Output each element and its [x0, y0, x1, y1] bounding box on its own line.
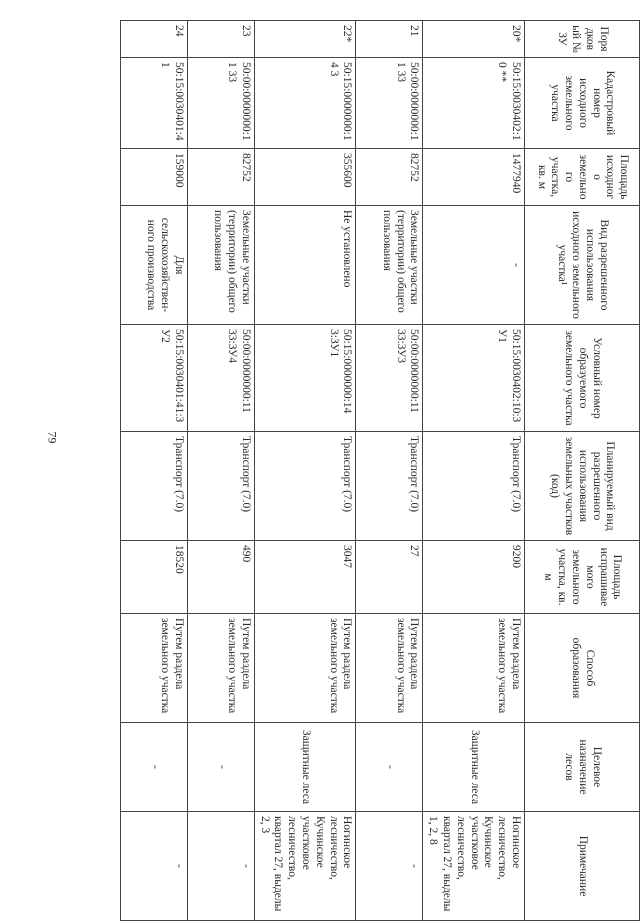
cell-conditional: 50:00:0000000:11 33:ЗУ4 [187, 325, 254, 432]
header-method: Способ образования [525, 614, 640, 723]
cell-planned-use: Транспорт (7.0) [423, 432, 525, 541]
cell-planned-use: Транспорт (7.0) [254, 432, 356, 541]
cell-area-source: 82752 [356, 149, 423, 206]
cell-num: 22* [254, 21, 356, 58]
table-header-row [525, 21, 640, 921]
header-conditional: Условный номер образуемого земельного участка [525, 325, 640, 432]
cell-note: - [187, 812, 254, 921]
cell-purpose: Защитные леса [254, 723, 356, 812]
cell-purpose: - [120, 723, 187, 812]
cell-method: Путем раздела земельного участка [423, 614, 525, 723]
table-row [356, 21, 423, 921]
header-area-fixed: Площадь испрашиваемого земельного участка, кв. м [525, 541, 640, 614]
land-plots-table [120, 20, 640, 921]
cell-num: 21 [356, 21, 423, 58]
cell-area-source: 159000 [120, 149, 187, 206]
cell-use-source: Для сельскохозяйствен-ного производства [120, 206, 187, 325]
header-note: Примечание [525, 812, 640, 921]
cell-method: Путем раздела земельного участка [120, 614, 187, 723]
cell-method: Путем раздела земельного участка [254, 614, 356, 723]
cell-cadastral: 50:15:0030401:41 [120, 58, 187, 149]
cell-conditional: 50:15:0030402:10:ЗУ1 [423, 325, 525, 432]
cell-area-fixed: 9200 [423, 541, 525, 614]
header-num: Порядковый № ЗУ [525, 21, 640, 58]
cell-area-source: 82752 [187, 149, 254, 206]
cell-purpose: Защитные леса [423, 723, 525, 812]
cell-area-fixed: 18520 [120, 541, 187, 614]
cell-method: Путем раздела земельного участка [356, 614, 423, 723]
cell-conditional: 50:15:0000000:14 3:ЗУ1 [254, 325, 356, 432]
cell-use-source: - [423, 206, 525, 325]
header-use-source: Вид разрешенного использования исходного земельного участка¹ [525, 206, 640, 325]
cell-area-fixed: 27 [356, 541, 423, 614]
cell-note: Ногинское лесничество, Кучинское участковое лесничество, квартал 27, выделы 2, 3 [254, 812, 356, 921]
cell-cadastral: 50:15:0000000:14 3 [254, 58, 356, 149]
table-row [187, 21, 254, 921]
header-purpose: Целевое назначение лесов [525, 723, 640, 812]
cell-conditional: 50:00:0000000:11 33:ЗУ3 [356, 325, 423, 432]
cell-note: - [120, 812, 187, 921]
cell-cadastral: 50:15:0030402:10 ** [423, 58, 525, 149]
cell-area-fixed: 3047 [254, 541, 356, 614]
header-cadastral: Кадастровый номер исходного земельного участка [525, 58, 640, 149]
cell-method: Путем раздела земельного участка [187, 614, 254, 723]
cell-conditional: 50:15:0030401:41:ЗУ2 [120, 325, 187, 432]
cell-planned-use: Транспорт (7.0) [356, 432, 423, 541]
page-number: 79 [45, 431, 60, 444]
cell-num: 20* [423, 21, 525, 58]
cell-area-fixed: 490 [187, 541, 254, 614]
table-row [254, 21, 356, 921]
cell-use-source: Не установлено [254, 206, 356, 325]
cell-purpose: - [356, 723, 423, 812]
cell-cadastral: 50:00:0000000:11 33 [187, 58, 254, 149]
table-row [423, 21, 525, 921]
cell-num: 24 [120, 21, 187, 58]
cell-area-source: 355600 [254, 149, 356, 206]
cell-cadastral: 50:00:0000000:11 33 [356, 58, 423, 149]
rotated-table-wrapper [145, 20, 640, 912]
cell-num: 23 [187, 21, 254, 58]
cell-planned-use: Транспорт (7.0) [187, 432, 254, 541]
cell-note: - [356, 812, 423, 921]
cell-purpose: - [187, 723, 254, 812]
header-planned-use: Планируемый вид разрешенного использования земельных участков (код) [525, 432, 640, 541]
cell-planned-use: Транспорт (7.0) [120, 432, 187, 541]
cell-note: Ногинское лесничество, Кучинское участковое лесничество, квартал 27, выделы 1, 2, 8 [423, 812, 525, 921]
header-area-source: Площадь исходного земельного участка, кв. м [525, 149, 640, 206]
table-row [120, 21, 187, 921]
cell-use-source: Земельные участки (территории) общего пользования [356, 206, 423, 325]
cell-use-source: Земельные участки (территории) общего пользования [187, 206, 254, 325]
cell-area-source: 1477940 [423, 149, 525, 206]
